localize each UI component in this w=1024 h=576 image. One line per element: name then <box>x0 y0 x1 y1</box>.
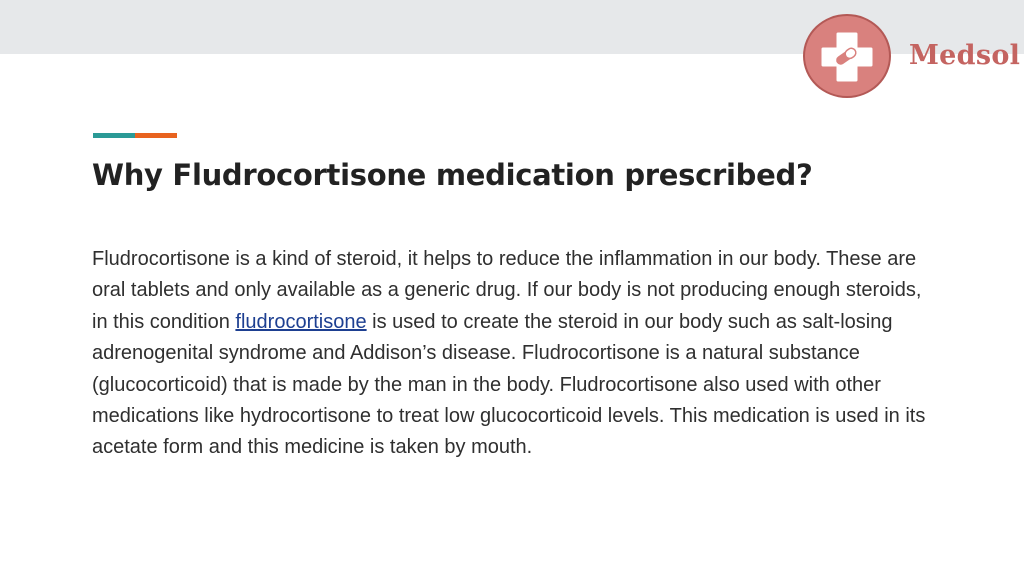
fludrocortisone-link[interactable]: fludrocortisone <box>235 310 367 333</box>
medical-cross-pill-icon <box>803 14 891 98</box>
body-paragraph <box>92 244 942 464</box>
accent-orange-segment <box>135 133 177 138</box>
medsol-logo[interactable] <box>803 14 1021 102</box>
title-accent-bar <box>93 133 177 138</box>
paragraph-text-part1: Fludrocortisone is a kind of steroid, it helps to reduce the inflammation in our body. These are oral tablets and only available as a generic drug. If our body is not producing enough steroids, in this condition <box>92 248 922 333</box>
accent-teal-segment <box>93 133 135 138</box>
page-title: Why Fludrocortisone medication prescribed? <box>92 158 813 192</box>
paragraph-text-part2: is used to create the steroid in our body such as salt-losing adrenogenital syndrome and Addison’s disease. Fludrocortisone is a natural substance (glucocorticoid) that is made by the man in the body. Fludrocortisone also used with other medications like hydrocortisone to treat low glucocorticoid levels. This medication is used in its acetate form and this medicine is taken by mouth. <box>92 310 926 459</box>
brand-name: Medsol <box>909 40 1021 71</box>
